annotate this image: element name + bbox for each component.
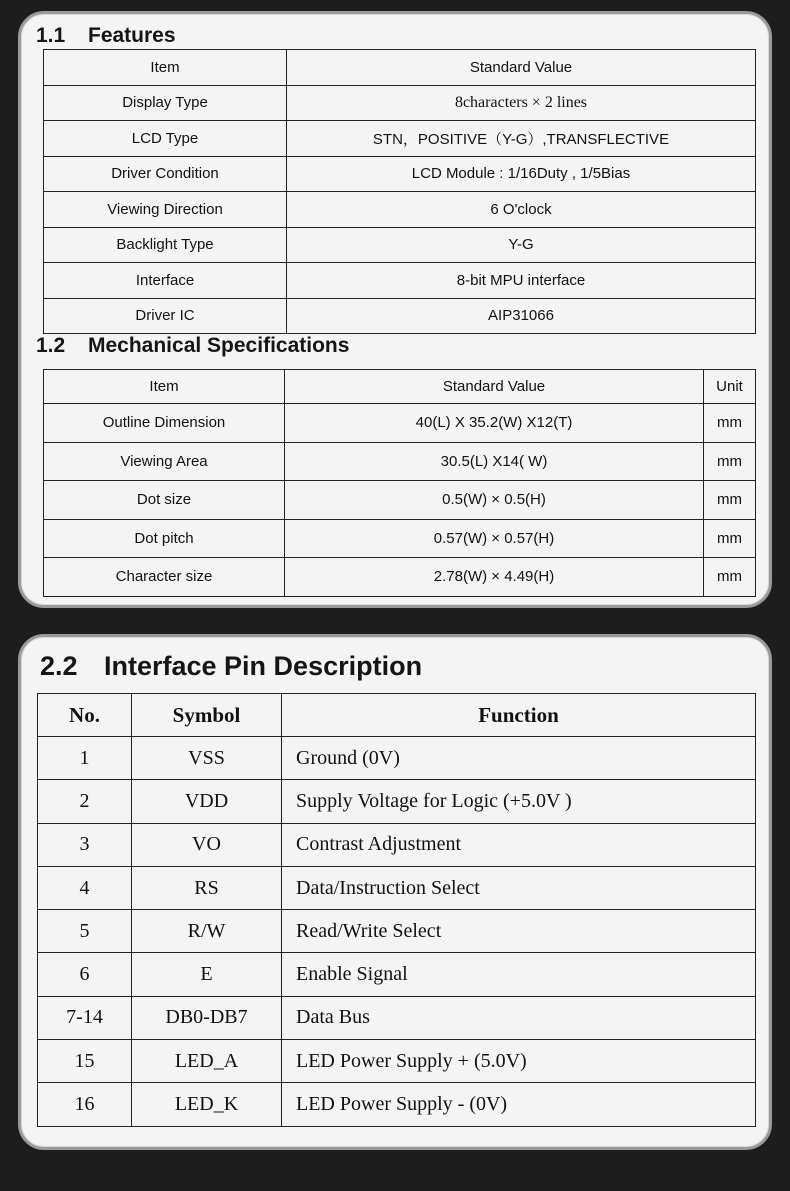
table-header-row	[44, 50, 756, 86]
table-row	[38, 910, 756, 953]
item-cell: Character size	[44, 558, 285, 597]
table-row	[38, 866, 756, 909]
function-cell: LED Power Supply + (5.0V)	[282, 1040, 756, 1083]
value-cell: Y-G	[287, 227, 756, 263]
table-row	[38, 1083, 756, 1126]
item-cell: LCD Type	[44, 121, 287, 157]
value-cell: 0.5(W) × 0.5(H)	[285, 481, 704, 520]
item-cell: Outline Dimension	[44, 404, 285, 443]
table-row	[44, 192, 756, 228]
table-row	[38, 823, 756, 866]
function-cell: Data Bus	[282, 996, 756, 1039]
value-cell: 8characters × 2 lines	[287, 85, 756, 121]
pin-number-cell: 6	[38, 953, 132, 996]
header-cell: Standard Value	[285, 370, 704, 404]
value-cell: 2.78(W) × 4.49(H)	[285, 558, 704, 597]
function-cell: LED Power Supply - (0V)	[282, 1083, 756, 1126]
symbol-cell: RS	[132, 866, 282, 909]
header-cell: No.	[38, 694, 132, 737]
table-row	[38, 1040, 756, 1083]
function-cell: Ground (0V)	[282, 737, 756, 780]
unit-cell: mm	[704, 442, 756, 481]
item-cell: Driver Condition	[44, 156, 287, 192]
symbol-cell: DB0-DB7	[132, 996, 282, 1039]
value-cell: 30.5(L) X14( W)	[285, 442, 704, 481]
section-title: Features	[88, 24, 176, 47]
item-cell: Viewing Area	[44, 442, 285, 481]
header-cell: Function	[282, 694, 756, 737]
function-cell: Data/Instruction Select	[282, 866, 756, 909]
section-number: 1.1	[36, 24, 66, 47]
function-cell: Enable Signal	[282, 953, 756, 996]
header-cell: Item	[44, 50, 287, 86]
table-row	[44, 85, 756, 121]
function-cell: Supply Voltage for Logic (+5.0V )	[282, 780, 756, 823]
mechanical-table	[43, 369, 756, 597]
unit-cell: mm	[704, 481, 756, 520]
table-row	[44, 227, 756, 263]
function-cell: Read/Write Select	[282, 910, 756, 953]
table-row	[44, 404, 756, 443]
pin-number-cell: 4	[38, 866, 132, 909]
item-cell: Dot pitch	[44, 519, 285, 558]
pin-number-cell: 2	[38, 780, 132, 823]
table-row	[38, 780, 756, 823]
features-table	[43, 49, 756, 334]
table-row	[44, 298, 756, 334]
pin-number-cell: 5	[38, 910, 132, 953]
unit-cell: mm	[704, 404, 756, 443]
unit-cell: mm	[704, 519, 756, 558]
table-header-row	[38, 694, 756, 737]
unit-cell: mm	[704, 558, 756, 597]
value-cell: 6 O'clock	[287, 192, 756, 228]
pin-description-heading	[40, 651, 422, 682]
header-cell: Unit	[704, 370, 756, 404]
item-cell: Dot size	[44, 481, 285, 520]
pin-number-cell: 16	[38, 1083, 132, 1126]
pin-number-cell: 3	[38, 823, 132, 866]
symbol-cell: VSS	[132, 737, 282, 780]
value-cell: STN，POSITIVE（Y-G）,TRANSFLECTIVE	[287, 121, 756, 157]
table-row	[44, 519, 756, 558]
value-cell: LCD Module : 1/16Duty , 1/5Bias	[287, 156, 756, 192]
value-cell: AIP31066	[287, 298, 756, 334]
symbol-cell: LED_A	[132, 1040, 282, 1083]
value-cell: 8-bit MPU interface	[287, 263, 756, 299]
symbol-cell: E	[132, 953, 282, 996]
section-title: Mechanical Specifications	[88, 334, 350, 357]
pin-number-cell: 15	[38, 1040, 132, 1083]
item-cell: Display Type	[44, 85, 287, 121]
pin-number-cell: 7-14	[38, 996, 132, 1039]
table-row	[38, 996, 756, 1039]
table-row	[44, 481, 756, 520]
pin-number-cell: 1	[38, 737, 132, 780]
mechanical-heading	[36, 334, 349, 358]
table-row	[38, 737, 756, 780]
pin-table	[37, 693, 756, 1127]
table-row	[44, 156, 756, 192]
section-title: Interface Pin Description	[104, 651, 423, 681]
specs-card	[18, 11, 772, 608]
section-number: 1.2	[36, 334, 66, 357]
function-cell: Contrast Adjustment	[282, 823, 756, 866]
item-cell: Interface	[44, 263, 287, 299]
features-heading	[36, 24, 176, 48]
header-cell: Symbol	[132, 694, 282, 737]
table-row	[44, 442, 756, 481]
item-cell: Viewing Direction	[44, 192, 287, 228]
item-cell: Driver IC	[44, 298, 287, 334]
symbol-cell: VO	[132, 823, 282, 866]
item-cell: Backlight Type	[44, 227, 287, 263]
value-cell: 0.57(W) × 0.57(H)	[285, 519, 704, 558]
table-header-row	[44, 370, 756, 404]
table-row	[44, 121, 756, 157]
section-number: 2.2	[40, 651, 78, 681]
table-row	[44, 558, 756, 597]
symbol-cell: R/W	[132, 910, 282, 953]
symbol-cell: LED_K	[132, 1083, 282, 1126]
table-row	[44, 263, 756, 299]
header-cell: Standard Value	[287, 50, 756, 86]
value-cell: 40(L) X 35.2(W) X12(T)	[285, 404, 704, 443]
header-cell: Item	[44, 370, 285, 404]
pin-description-card	[18, 634, 772, 1150]
table-row	[38, 953, 756, 996]
symbol-cell: VDD	[132, 780, 282, 823]
